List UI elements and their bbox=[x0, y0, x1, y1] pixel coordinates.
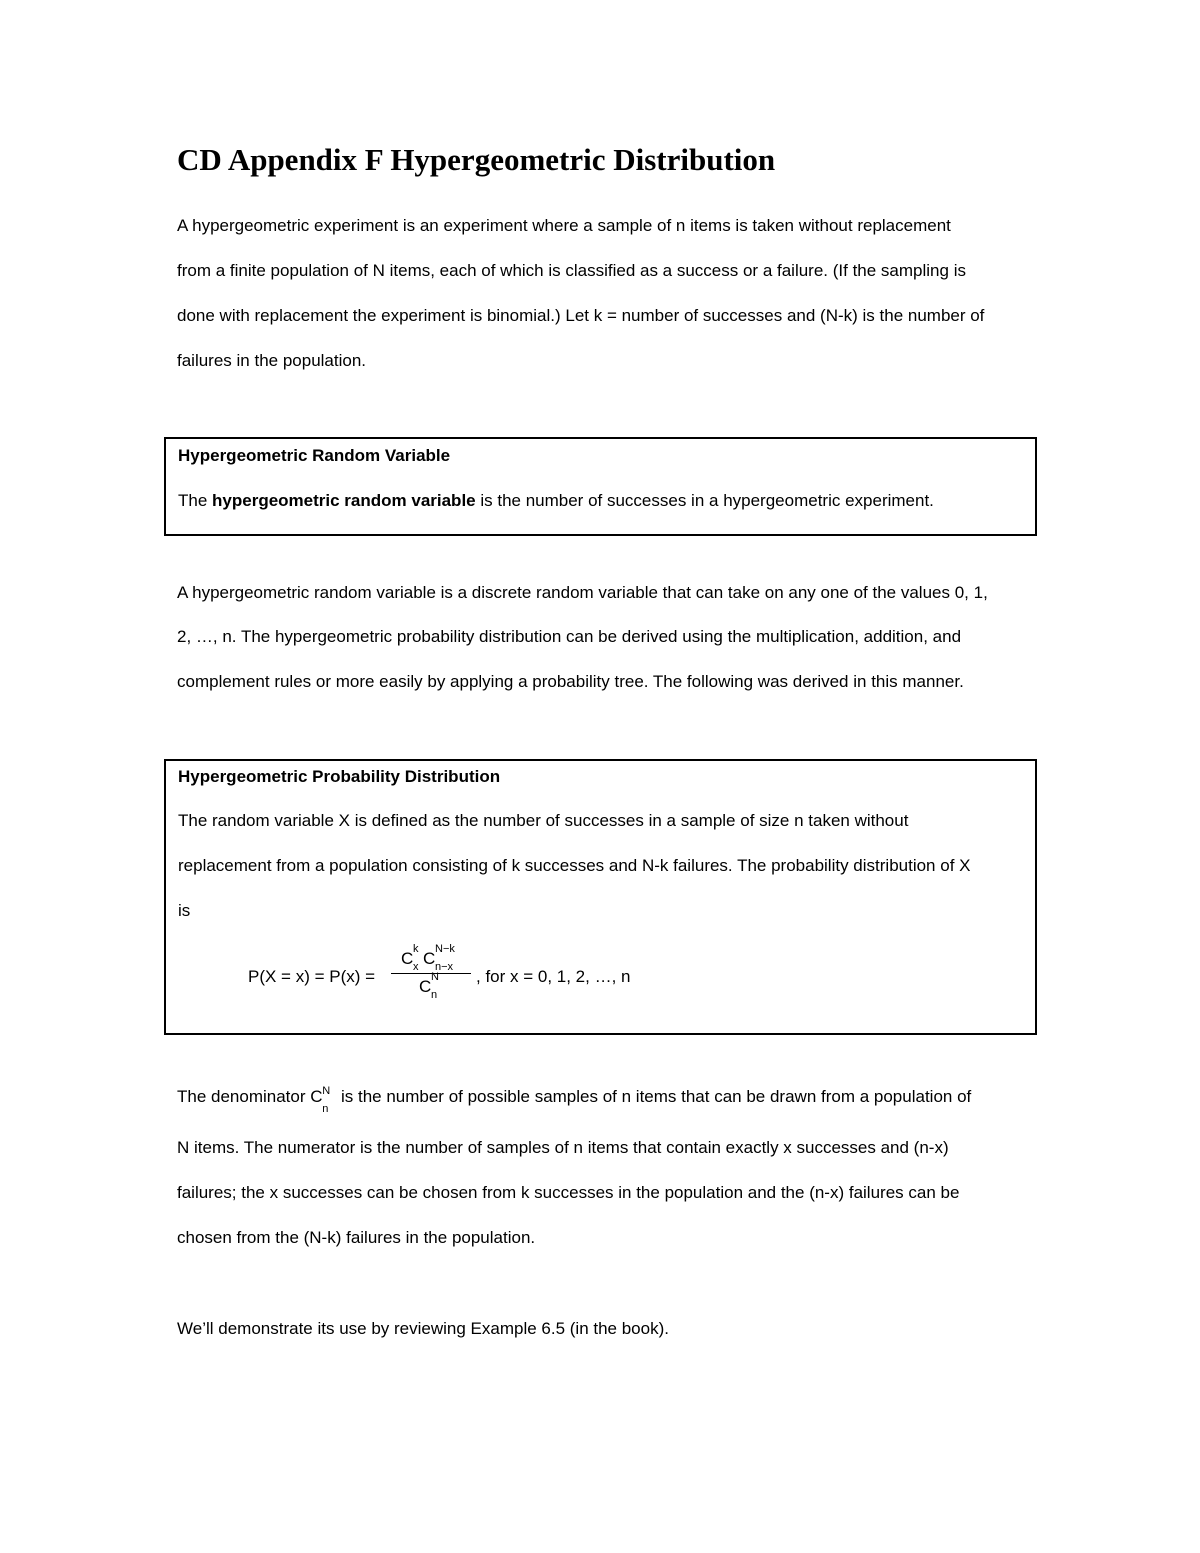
text-line: failures; the x successes can be chosen from k successes in the population and the (n-x) failures can be bbox=[177, 1183, 960, 1202]
combination-symbol: C bbox=[310, 1087, 323, 1106]
formula-lhs: P(X = x) = P(x) = bbox=[248, 967, 376, 986]
superscript: N bbox=[322, 1085, 331, 1097]
text-line: replacement from a population consisting of k successes and N-k failures. The probability distribution of X bbox=[178, 856, 971, 875]
closing-line: We’ll demonstrate its use by reviewing Example 6.5 (in the book). bbox=[177, 1319, 669, 1338]
page-title: CD Appendix F Hypergeometric Distribution bbox=[177, 142, 776, 177]
text-line: complement rules or more easily by applying a probability tree. The following was derived in this manner. bbox=[177, 672, 964, 691]
formula-rhs: , for x = 0, 1, 2, …, n bbox=[476, 967, 631, 986]
box-heading: Hypergeometric Random Variable bbox=[178, 446, 451, 465]
text-line: The random variable X is defined as the number of successes in a sample of size n taken without bbox=[178, 811, 909, 830]
text-line: A hypergeometric experiment is an experiment where a sample of n items is taken without replacement bbox=[177, 216, 951, 235]
combination-symbol: C bbox=[423, 949, 436, 968]
combination-symbol: C bbox=[419, 977, 432, 996]
superscript: N−k bbox=[435, 943, 455, 955]
subscript: n−x bbox=[435, 961, 454, 973]
box-text-bold: hypergeometric random variable bbox=[212, 491, 476, 510]
subscript: n bbox=[431, 989, 438, 1001]
formula-fraction bbox=[391, 943, 471, 1005]
superscript: N bbox=[431, 971, 439, 983]
text-line: N items. The numerator is the number of samples of n items that contain exactly x successes and (n-x) bbox=[177, 1138, 949, 1157]
text-line: chosen from the (N-k) failures in the population. bbox=[177, 1228, 536, 1247]
formula-denominator bbox=[419, 971, 443, 1001]
definition-box-random-variable bbox=[164, 437, 1037, 536]
text-line: failures in the population. bbox=[177, 351, 367, 370]
subscript: x bbox=[413, 961, 419, 973]
box-text bbox=[178, 490, 934, 512]
formula-numerator bbox=[401, 943, 463, 973]
box-text-post: is the number of successes in a hypergeometric experiment. bbox=[475, 491, 934, 510]
definition-box-probability-distribution bbox=[164, 759, 1037, 1035]
text-line: 2, …, n. The hypergeometric probability distribution can be derived using the multiplication, addition, and bbox=[177, 627, 962, 646]
superscript: k bbox=[413, 943, 419, 955]
box-text-pre: The bbox=[178, 491, 213, 510]
text-fragment: The denominator bbox=[177, 1087, 311, 1106]
text-line: A hypergeometric random variable is a discrete random variable that can take on any one of the values 0, 1, bbox=[177, 583, 988, 602]
subscript: n bbox=[322, 1103, 329, 1115]
box-heading: Hypergeometric Probability Distribution bbox=[178, 767, 501, 786]
text-line: done with replacement the experiment is binomial.) Let k = number of successes and (N-k) is the number of bbox=[177, 306, 985, 325]
text-line bbox=[177, 1085, 972, 1115]
text-line: from a finite population of N items, each of which is classified as a success or a failure. (If the sampling is bbox=[177, 261, 966, 280]
combination-symbol: C bbox=[401, 949, 414, 968]
text-fragment: is the number of possible samples of n items that can be drawn from a population of bbox=[336, 1087, 972, 1106]
text-line: is bbox=[178, 901, 191, 920]
